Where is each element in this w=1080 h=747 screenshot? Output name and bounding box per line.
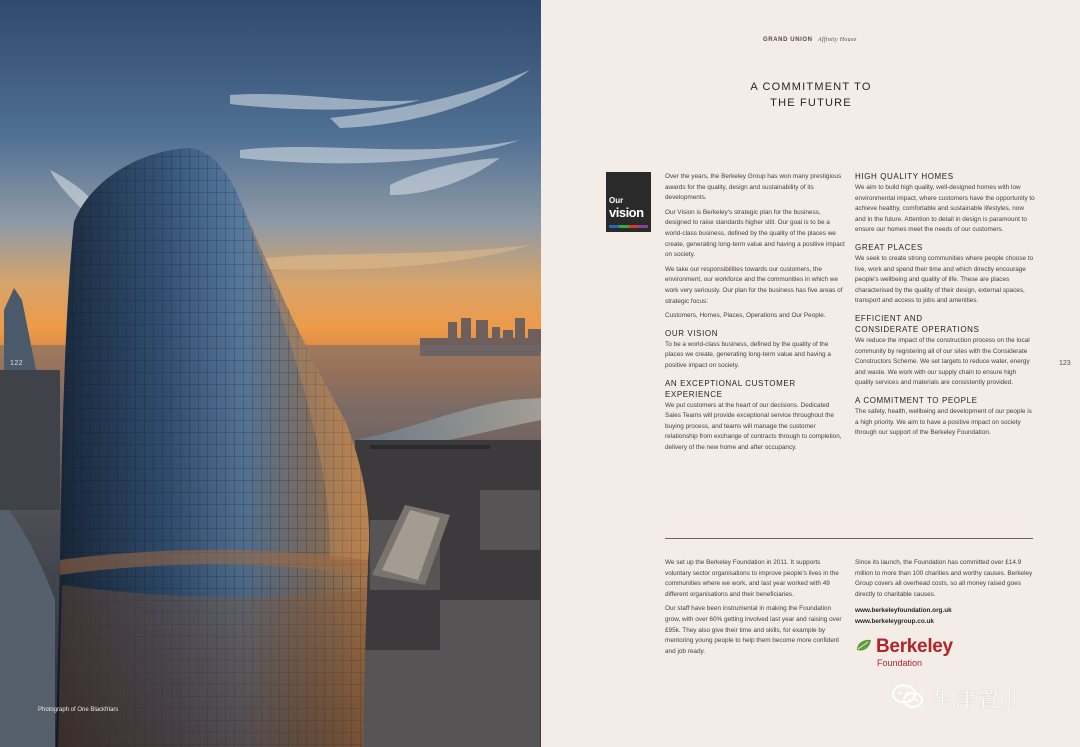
heading-high-quality-homes: HIGH QUALITY HOMES	[855, 172, 954, 181]
paragraph-foundation-commitment: Since its launch, the Foundation has committed over £14.9 million to more than 100 charities and worthy causes. Berkeley Group covers all overhead costs, so all money raised goes directly to charitable causes.	[855, 559, 1033, 598]
intro-paragraph-strategy: Our Vision is Berkeley's strategic plan for the business, designed to raise standards higher still. Our goal is to be a world-class business, defined by the quality of the places we create, generating long-term value and having a positive impact on society.	[665, 208, 845, 259]
vision-logo-word-our: Our	[609, 196, 624, 205]
running-head-house: Affinity House	[817, 37, 857, 43]
section-divider	[665, 538, 1033, 539]
page-title	[711, 79, 911, 111]
paragraph-our-vision: To be a world-class business, defined by the quality of the places we create, generating long-term value and having a positive impact on society.	[665, 340, 831, 369]
watermark-text: 牛津置业	[932, 689, 1024, 712]
paragraph-high-quality-homes: We aim to build high quality, well-designed homes with low environmental impact, where customers have the opportunity to achieve healthy, comfortable and sustainable lifestyles, now and in the future. Attention to detail in design is paramount to ensure our homes meet the needs of our customers.	[855, 184, 1035, 234]
running-head-brand: GRAND UNION	[763, 37, 813, 43]
berkeley-logo-subtitle: Foundation	[877, 658, 923, 668]
vision-logo-bar-segment	[629, 225, 639, 228]
intro-paragraph-focus-areas: Customers, Homes, Places, Operations and Our People.	[665, 312, 826, 320]
paragraph-foundation-setup: We set up the Berkeley Foundation in 2011. It supports voluntary sector organisations to improve people's lives in the communities where we work, and last year worked with 49 different organisations and their beneficiaries.	[665, 559, 839, 598]
column-foundation-impact	[855, 558, 1035, 628]
column-foundation-intro	[665, 558, 845, 661]
link-berkeley-group[interactable]: www.berkeleygroup.co.uk	[855, 617, 934, 625]
vision-logo-color-bar	[609, 225, 648, 228]
heading-efficient-operations	[855, 313, 1035, 335]
intro-paragraph-responsibilities: We take our responsibilities towards our customers, the environment, our workforce and the communities in which we work very seriously. Our plan for the business has five areas of strategic focus:	[665, 265, 843, 305]
paragraph-customer-experience: We put customers at the heart of our decisions. Dedicated Sales Teams will provide exceptional service throughout the buying process, and teams will manage the customer relationship from exchange of contracts through to completion, delivery of the new home and after occupancy.	[665, 401, 842, 451]
vision-logo-bar-segment	[638, 225, 648, 228]
heading-commitment-to-people: A COMMITMENT TO PEOPLE	[855, 395, 978, 405]
link-berkeley-foundation[interactable]: www.berkeleyfoundation.org.uk	[855, 607, 952, 615]
paragraph-efficient-operations: We reduce the impact of the construction process on the local community by registering all of our sites with the Considerate Constructors Scheme. We set targets to reduce water, energy and waste. We work with our supply chain to ensure high quality services and materials are consistently provided.	[855, 336, 1030, 387]
page-title-line-1: A COMMITMENT TO	[750, 81, 872, 93]
wechat-watermark	[892, 681, 1072, 715]
paragraph-foundation-staff: Our staff have been instrumental in making the Foundation grow, with over 60% getting involved last year and raising over £95k. They also give their time and skills, for example by mentoring young people to help them become more confident and job ready.	[665, 605, 842, 655]
oak-leaf-icon	[855, 638, 873, 654]
our-vision-logo	[606, 172, 651, 232]
page-title-line-2: THE FUTURE	[770, 97, 852, 109]
column-strategic-focus	[855, 171, 1035, 443]
heading-efficient-operations-line-2: CONSIDERATE OPERATIONS	[855, 324, 980, 334]
column-vision-intro	[665, 172, 845, 457]
photo-credit: Photograph of One Blackfriars	[38, 707, 119, 713]
paragraph-great-places: We seek to create strong communities where people choose to live, work and spend their time and which directly encourage people's wellbeing and quality of life. These are places characterised by the quality of their design, external spaces, transport and access to jobs and amenities.	[855, 254, 1034, 305]
heading-efficient-operations-line-1: EFFICIENT AND	[855, 313, 923, 323]
website-links	[855, 606, 1035, 627]
vision-logo-bar-segment	[609, 225, 619, 228]
berkeley-logo-name: Berkeley	[876, 636, 953, 657]
heading-great-places: GREAT PLACES	[855, 242, 923, 252]
page-number-left: 122	[10, 360, 24, 367]
paragraph-commitment-to-people: The safety, health, wellbeing and development of our people is a high priority. We aim to have a positive impact on society through our support of the Berkeley Foundation.	[855, 407, 1032, 437]
wechat-icon	[892, 684, 924, 710]
intro-paragraph-awards: Over the years, the Berkeley Group has won many prestigious awards for the quality, design and sustainability of its developments.	[665, 173, 842, 202]
vision-logo-bar-segment	[619, 225, 629, 228]
vision-logo-word-vision: vision	[609, 205, 644, 220]
text-page	[541, 0, 1080, 747]
heading-customer-experience: AN EXCEPTIONAL CUSTOMER EXPERIENCE	[665, 378, 796, 399]
running-head	[763, 37, 857, 43]
page-number-right: 123	[1059, 360, 1071, 367]
heading-our-vision: OUR VISION	[665, 328, 719, 338]
berkeley-foundation-logo	[855, 636, 965, 672]
